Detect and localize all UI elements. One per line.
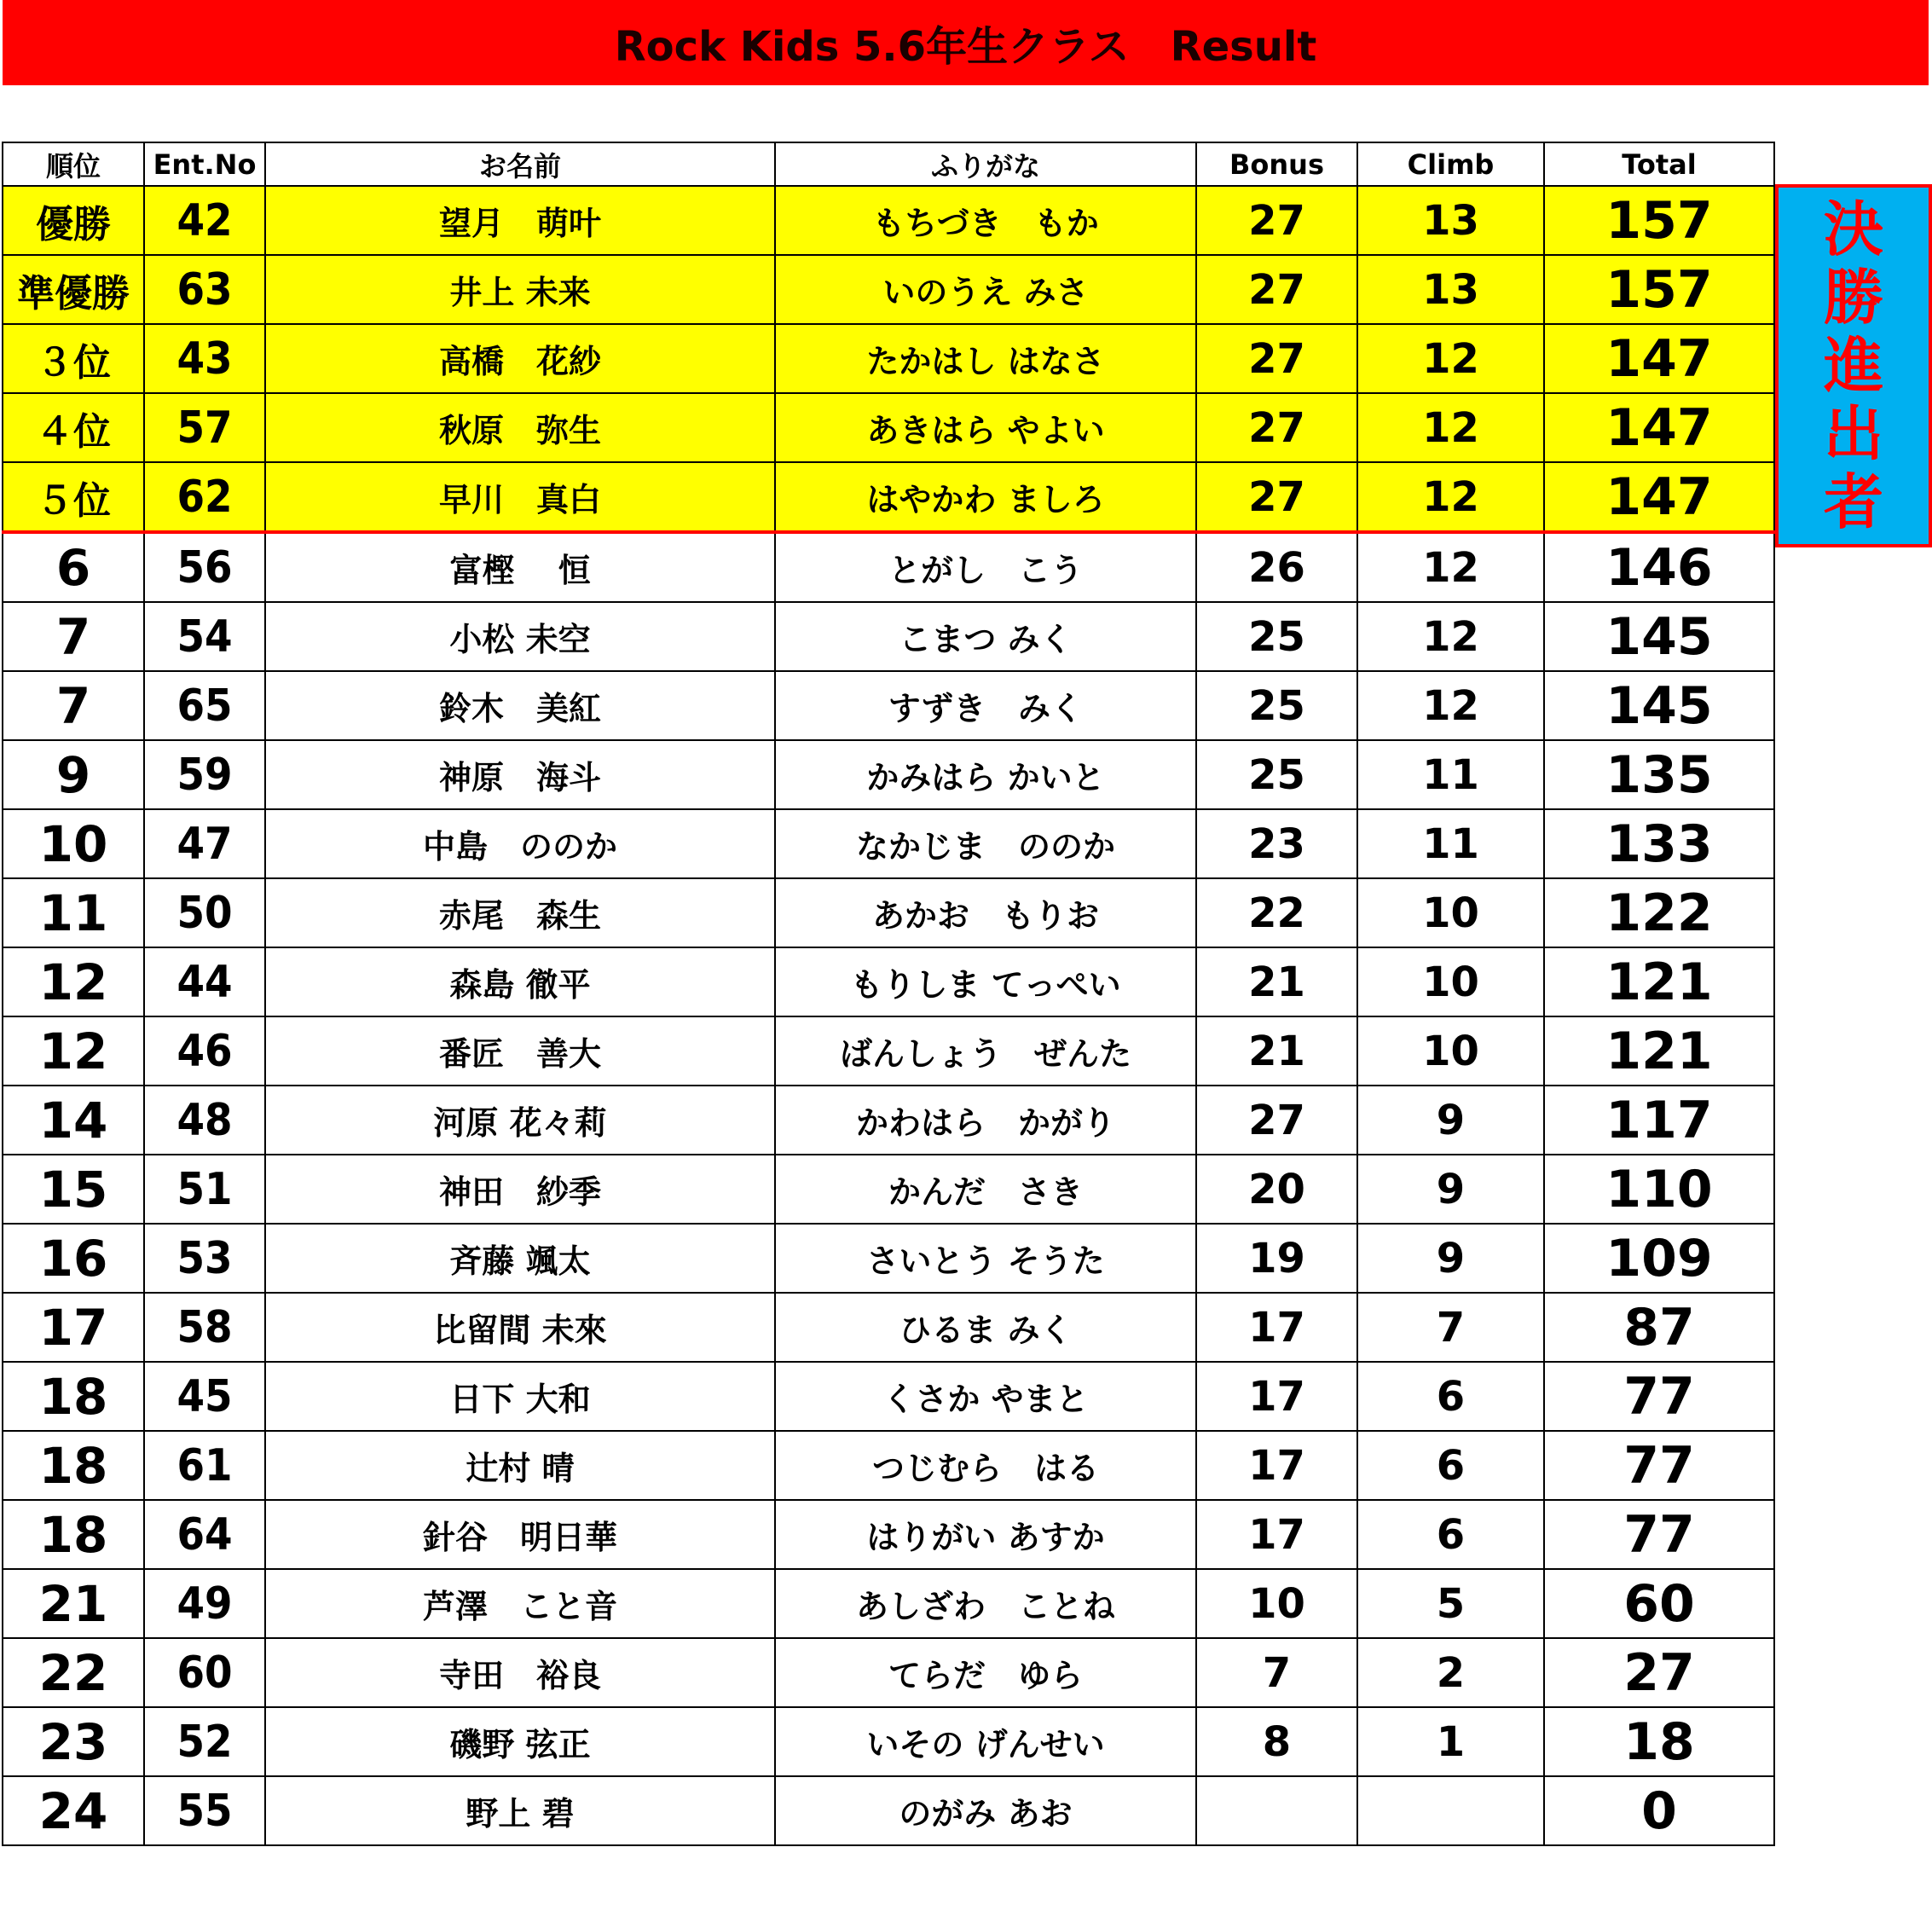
- rank-cell: ３位: [3, 324, 144, 393]
- name-cell: 野上 碧: [265, 1776, 775, 1845]
- name-cell: 斉藤 颯太: [265, 1224, 775, 1293]
- table-row: [3, 1016, 1774, 1086]
- total-cell: 18: [1544, 1707, 1774, 1776]
- table-row: [3, 186, 1774, 255]
- climb-cell: 12: [1357, 462, 1544, 532]
- furigana-cell: なかじま ののか: [775, 809, 1196, 878]
- furigana-cell: いその げんせい: [775, 1707, 1196, 1776]
- name-cell: 神田 紗季: [265, 1155, 775, 1224]
- entry-number-cell: 46: [144, 1016, 265, 1086]
- total-cell: 109: [1544, 1224, 1774, 1293]
- bonus-cell: 8: [1196, 1707, 1357, 1776]
- table-row: [3, 809, 1774, 878]
- finalist-char: 出: [1824, 399, 1883, 469]
- furigana-cell: ばんしょう ぜんた: [775, 1016, 1196, 1086]
- name-cell: 鈴木 美紅: [265, 671, 775, 740]
- total-cell: 146: [1544, 532, 1774, 602]
- rank-cell: 21: [3, 1569, 144, 1638]
- entry-number-cell: 54: [144, 602, 265, 671]
- bonus-cell: 27: [1196, 324, 1357, 393]
- name-cell: 神原 海斗: [265, 740, 775, 809]
- entry-number-cell: 47: [144, 809, 265, 878]
- bonus-cell: 17: [1196, 1431, 1357, 1500]
- climb-cell: [1357, 1776, 1544, 1845]
- table-row: [3, 878, 1774, 947]
- total-cell: 147: [1544, 393, 1774, 462]
- bonus-cell: 17: [1196, 1362, 1357, 1431]
- entry-number-cell: 58: [144, 1293, 265, 1362]
- total-cell: 87: [1544, 1293, 1774, 1362]
- bonus-cell: 27: [1196, 186, 1357, 255]
- furigana-cell: くさか やまと: [775, 1362, 1196, 1431]
- results-body: [3, 186, 1774, 1845]
- column-header-total: Total: [1544, 142, 1774, 186]
- entry-number-cell: 64: [144, 1500, 265, 1569]
- bonus-cell: 7: [1196, 1638, 1357, 1707]
- entry-number-cell: 42: [144, 186, 265, 255]
- rank-cell: 24: [3, 1776, 144, 1845]
- total-cell: 147: [1544, 462, 1774, 532]
- name-cell: 望月 萌叶: [265, 186, 775, 255]
- furigana-cell: いのうえ みさ: [775, 255, 1196, 324]
- entry-number-cell: 45: [144, 1362, 265, 1431]
- table-row: [3, 1776, 1774, 1845]
- table-row: [3, 1155, 1774, 1224]
- entry-number-cell: 63: [144, 255, 265, 324]
- bonus-cell: 10: [1196, 1569, 1357, 1638]
- bonus-cell: 22: [1196, 878, 1357, 947]
- bonus-cell: 17: [1196, 1500, 1357, 1569]
- bonus-cell: 27: [1196, 393, 1357, 462]
- finalist-char: 勝: [1824, 263, 1883, 333]
- name-cell: 高橋 花紗: [265, 324, 775, 393]
- rank-cell: 18: [3, 1500, 144, 1569]
- entry-number-cell: 50: [144, 878, 265, 947]
- bonus-cell: 25: [1196, 740, 1357, 809]
- furigana-cell: つじむら はる: [775, 1431, 1196, 1500]
- entry-number-cell: 59: [144, 740, 265, 809]
- climb-cell: 6: [1357, 1362, 1544, 1431]
- finalist-char: 者: [1824, 467, 1883, 537]
- table-header-row: [3, 142, 1774, 186]
- climb-cell: 1: [1357, 1707, 1544, 1776]
- table-row: [3, 1293, 1774, 1362]
- entry-number-cell: 57: [144, 393, 265, 462]
- page-title: Rock Kids 5.6年生クラス Result: [614, 22, 1317, 71]
- furigana-cell: てらだ ゆら: [775, 1638, 1196, 1707]
- furigana-cell: のがみ あお: [775, 1776, 1196, 1845]
- rank-cell: 12: [3, 1016, 144, 1086]
- entry-number-cell: 55: [144, 1776, 265, 1845]
- rank-cell: 準優勝: [3, 255, 144, 324]
- bonus-cell: 20: [1196, 1155, 1357, 1224]
- name-cell: 日下 大和: [265, 1362, 775, 1431]
- name-cell: 秋原 弥生: [265, 393, 775, 462]
- total-cell: 110: [1544, 1155, 1774, 1224]
- furigana-cell: あかお もりお: [775, 878, 1196, 947]
- entry-number-cell: 48: [144, 1086, 265, 1155]
- climb-cell: 12: [1357, 671, 1544, 740]
- name-cell: 井上 未来: [265, 255, 775, 324]
- name-cell: 芦澤 こと音: [265, 1569, 775, 1638]
- table-row: [3, 740, 1774, 809]
- finalist-label: [1775, 184, 1932, 547]
- table-row: [3, 532, 1774, 602]
- entry-number-cell: 44: [144, 947, 265, 1016]
- table-row: [3, 1638, 1774, 1707]
- climb-cell: 7: [1357, 1293, 1544, 1362]
- bonus-cell: 26: [1196, 532, 1357, 602]
- furigana-cell: あきはら やよい: [775, 393, 1196, 462]
- name-cell: 針谷 明日華: [265, 1500, 775, 1569]
- furigana-cell: とがし こう: [775, 532, 1196, 602]
- table-row: [3, 1362, 1774, 1431]
- climb-cell: 6: [1357, 1500, 1544, 1569]
- total-cell: 121: [1544, 1016, 1774, 1086]
- climb-cell: 2: [1357, 1638, 1544, 1707]
- rank-cell: 9: [3, 740, 144, 809]
- rank-cell: ４位: [3, 393, 144, 462]
- furigana-cell: かみはら かいと: [775, 740, 1196, 809]
- finalist-char: 決: [1824, 194, 1883, 264]
- table-row: [3, 671, 1774, 740]
- column-header-climb: Climb: [1357, 142, 1544, 186]
- rank-cell: 23: [3, 1707, 144, 1776]
- entry-number-cell: 60: [144, 1638, 265, 1707]
- rank-cell: 6: [3, 532, 144, 602]
- total-cell: 122: [1544, 878, 1774, 947]
- table-row: [3, 1431, 1774, 1500]
- bonus-cell: 25: [1196, 602, 1357, 671]
- rank-cell: 15: [3, 1155, 144, 1224]
- rank-cell: 優勝: [3, 186, 144, 255]
- bonus-cell: 23: [1196, 809, 1357, 878]
- name-cell: 赤尾 森生: [265, 878, 775, 947]
- climb-cell: 12: [1357, 532, 1544, 602]
- table-row: [3, 1086, 1774, 1155]
- name-cell: 辻村 晴: [265, 1431, 775, 1500]
- climb-cell: 12: [1357, 393, 1544, 462]
- furigana-cell: もちづき もか: [775, 186, 1196, 255]
- table-row: [3, 393, 1774, 462]
- bonus-cell: 27: [1196, 255, 1357, 324]
- name-cell: 番匠 善大: [265, 1016, 775, 1086]
- furigana-cell: かんだ さき: [775, 1155, 1196, 1224]
- entry-number-cell: 65: [144, 671, 265, 740]
- rank-cell: 12: [3, 947, 144, 1016]
- furigana-cell: こまつ みく: [775, 602, 1196, 671]
- climb-cell: 6: [1357, 1431, 1544, 1500]
- total-cell: 121: [1544, 947, 1774, 1016]
- rank-cell: 22: [3, 1638, 144, 1707]
- bonus-cell: 27: [1196, 462, 1357, 532]
- furigana-cell: ひるま みく: [775, 1293, 1196, 1362]
- climb-cell: 10: [1357, 1016, 1544, 1086]
- climb-cell: 13: [1357, 186, 1544, 255]
- results-table: [2, 142, 1775, 1846]
- climb-cell: 10: [1357, 878, 1544, 947]
- rank-cell: 14: [3, 1086, 144, 1155]
- entry-number-cell: 56: [144, 532, 265, 602]
- bonus-cell: 19: [1196, 1224, 1357, 1293]
- rank-cell: 18: [3, 1362, 144, 1431]
- entry-number-cell: 62: [144, 462, 265, 532]
- furigana-cell: たかはし はなさ: [775, 324, 1196, 393]
- climb-cell: 9: [1357, 1224, 1544, 1293]
- table-row: [3, 1500, 1774, 1569]
- total-cell: 27: [1544, 1638, 1774, 1707]
- bonus-cell: 27: [1196, 1086, 1357, 1155]
- climb-cell: 9: [1357, 1155, 1544, 1224]
- bonus-cell: 21: [1196, 1016, 1357, 1086]
- total-cell: 133: [1544, 809, 1774, 878]
- total-cell: 157: [1544, 255, 1774, 324]
- total-cell: 77: [1544, 1500, 1774, 1569]
- column-header-bonus: Bonus: [1196, 142, 1357, 186]
- entry-number-cell: 43: [144, 324, 265, 393]
- name-cell: 磯野 弦正: [265, 1707, 775, 1776]
- name-cell: 寺田 裕良: [265, 1638, 775, 1707]
- climb-cell: 11: [1357, 809, 1544, 878]
- table-row: [3, 947, 1774, 1016]
- rank-cell: 10: [3, 809, 144, 878]
- bonus-cell: 17: [1196, 1293, 1357, 1362]
- furigana-cell: もりしま てっぺい: [775, 947, 1196, 1016]
- entry-number-cell: 49: [144, 1569, 265, 1638]
- total-cell: 0: [1544, 1776, 1774, 1845]
- entry-number-cell: 52: [144, 1707, 265, 1776]
- climb-cell: 12: [1357, 602, 1544, 671]
- climb-cell: 10: [1357, 947, 1544, 1016]
- bonus-cell: 21: [1196, 947, 1357, 1016]
- rank-cell: ５位: [3, 462, 144, 532]
- total-cell: 77: [1544, 1431, 1774, 1500]
- total-cell: 145: [1544, 602, 1774, 671]
- climb-cell: 9: [1357, 1086, 1544, 1155]
- total-cell: 117: [1544, 1086, 1774, 1155]
- column-header-entry-number: Ent.No: [144, 142, 265, 186]
- rank-cell: 7: [3, 671, 144, 740]
- climb-cell: 5: [1357, 1569, 1544, 1638]
- climb-cell: 13: [1357, 255, 1544, 324]
- furigana-cell: はやかわ ましろ: [775, 462, 1196, 532]
- name-cell: 小松 未空: [265, 602, 775, 671]
- title-banner: [3, 0, 1929, 85]
- furigana-cell: あしざわ ことね: [775, 1569, 1196, 1638]
- table-row: [3, 602, 1774, 671]
- entry-number-cell: 61: [144, 1431, 265, 1500]
- furigana-cell: かわはら かがり: [775, 1086, 1196, 1155]
- column-header-furigana: ふりがな: [775, 142, 1196, 186]
- total-cell: 147: [1544, 324, 1774, 393]
- table-row: [3, 324, 1774, 393]
- furigana-cell: はりがい あすか: [775, 1500, 1196, 1569]
- name-cell: 富樫 恒: [265, 532, 775, 602]
- furigana-cell: すずき みく: [775, 671, 1196, 740]
- bonus-cell: [1196, 1776, 1357, 1845]
- table-row: [3, 462, 1774, 532]
- name-cell: 河原 花々莉: [265, 1086, 775, 1155]
- total-cell: 60: [1544, 1569, 1774, 1638]
- rank-cell: 18: [3, 1431, 144, 1500]
- furigana-cell: さいとう そうた: [775, 1224, 1196, 1293]
- total-cell: 145: [1544, 671, 1774, 740]
- total-cell: 135: [1544, 740, 1774, 809]
- climb-cell: 11: [1357, 740, 1544, 809]
- name-cell: 比留間 未來: [265, 1293, 775, 1362]
- bonus-cell: 25: [1196, 671, 1357, 740]
- rank-cell: 7: [3, 602, 144, 671]
- total-cell: 77: [1544, 1362, 1774, 1431]
- entry-number-cell: 53: [144, 1224, 265, 1293]
- table-row: [3, 1224, 1774, 1293]
- rank-cell: 11: [3, 878, 144, 947]
- total-cell: 157: [1544, 186, 1774, 255]
- table-row: [3, 1569, 1774, 1638]
- name-cell: 中島 ののか: [265, 809, 775, 878]
- column-header-rank: 順位: [3, 142, 144, 186]
- climb-cell: 12: [1357, 324, 1544, 393]
- rank-cell: 17: [3, 1293, 144, 1362]
- entry-number-cell: 51: [144, 1155, 265, 1224]
- name-cell: 森島 徹平: [265, 947, 775, 1016]
- table-row: [3, 1707, 1774, 1776]
- column-header-name: お名前: [265, 142, 775, 186]
- rank-cell: 16: [3, 1224, 144, 1293]
- table-row: [3, 255, 1774, 324]
- finalist-char: 進: [1824, 331, 1883, 401]
- name-cell: 早川 真白: [265, 462, 775, 532]
